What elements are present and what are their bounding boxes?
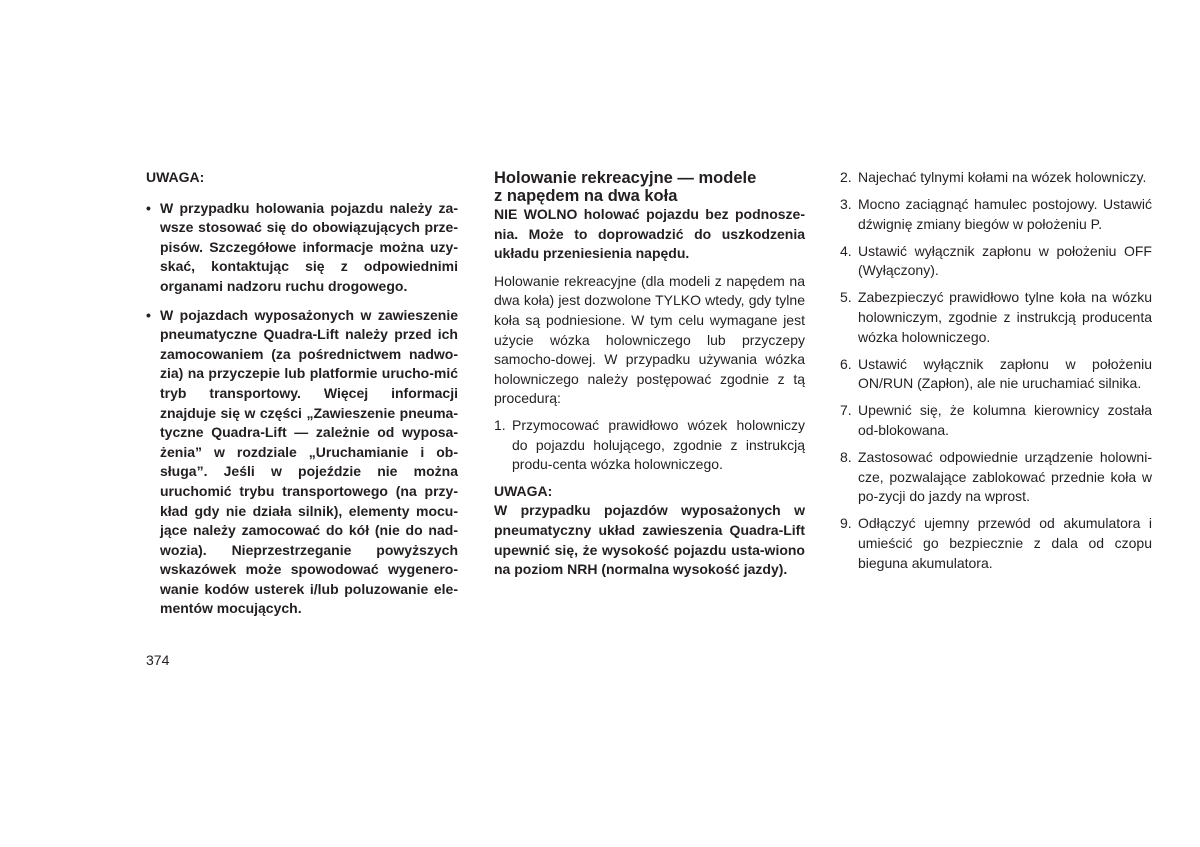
step-item: [840, 355, 1152, 394]
bullet-icon: •: [146, 199, 151, 216]
step-item: [840, 168, 1152, 188]
note-bullet-list: [146, 199, 458, 619]
note-bullet-text: W przypadku holowania pojazdu należy za-wsze stosować się do obowiązujących prze-pisów. Szczegółowe informacje można uzy-skać, kontaktując się z odpowiednimi organami nadzoru ruchu drogowego.: [160, 199, 458, 294]
step-item: [840, 401, 1152, 440]
step-text: Mocno zaciągnąć hamulec postojowy. Ustawić dźwignię zmiany biegów w położeniu P.: [858, 196, 1152, 232]
note-bullet-item: [146, 306, 458, 620]
step-number: 2.: [840, 169, 852, 185]
step-item: [494, 416, 805, 475]
step-text: Zastosować odpowiednie urządzenie holowni-cze, pozwalające zablokować przednie koła w po-zycji do jazdy na wprost.: [858, 449, 1152, 505]
step-number: 1.: [494, 416, 506, 433]
body-paragraph: Holowanie rekreacyjne (dla modeli z napędem na dwa koła) jest dozwolone TYLKO wtedy, gdy tylne koła są podniesione. W tym celu wymagane jest użycie wózka holowniczego lub przyczepy samocho-dowej. W przypadku używania wózka holowniczego należy postępować zgodnie z tą procedurą:: [494, 272, 805, 407]
step-number: 9.: [840, 515, 852, 532]
step-number: 6.: [840, 355, 852, 372]
section-heading-line: z napędem na dwa koła: [494, 187, 678, 205]
left-column: [146, 168, 458, 628]
step-text: Odłączyć ujemny przewód od akumulatora i umieścić go bezpiecznie z dala od czopu bieguna akumulatora.: [858, 515, 1152, 571]
note-label: UWAGA:: [494, 482, 553, 499]
note-bullet-text: W pojazdach wyposażonych w zawieszenie pneumatyczne Quadra-Lift należy przed ich zamocowaniem (za pośrednictwem nadwo-zia) na przyczepie lub platformie urucho-mić tryb transportowy. Więcej informacji znajduje się w części „Zawieszenie pneuma-tyczne Quadra-Lift — zależnie od wyposa-żenia” w rozdziale „Uruchamianie i ob-sługa”. Jeśli w pojeździe nie można uruchomić trybu transportowego (na przy-kład gdy nie działa silnik), elementy mocu-jące należy zamocować do kół (nie do nad-wozia). Nieprzestrzeganie powyższych wskazówek może spowodować wygenero-wanie kodów usterek i/lub poluzowanie ele-mentów mocujących.: [160, 306, 458, 617]
note-label: UWAGA:: [146, 169, 205, 185]
section-heading-line: Holowanie rekreacyjne — modele: [494, 169, 757, 187]
step-item: [840, 288, 1152, 347]
step-number: 7.: [840, 402, 852, 419]
step-list: [840, 168, 1152, 573]
step-text: Ustawić wyłącznik zapłonu w położeniu OFF (Wyłączony).: [858, 242, 1152, 279]
bullet-icon: •: [146, 306, 151, 323]
note-bullet-item: [146, 199, 458, 297]
note-text: W przypadku pojazdów wyposażonych w pneumatyczny układ zawieszenia Quadra-Lift upewnić się, że wysokość pojazdu usta-wiono na poziom NRH (normalna wysokość jazdy).: [494, 502, 805, 578]
step-number: 5.: [840, 289, 852, 306]
step-item: [840, 448, 1152, 507]
step-text: Zabezpieczyć prawidłowo tylne koła na wózku holowniczym, zgodnie z instrukcją producenta wózka holowniczego.: [858, 289, 1152, 345]
step-text: Upewnić się, że kolumna kierownicy została od-blokowana.: [858, 402, 1152, 439]
warning-text: NIE WOLNO holować pojazdu bez podnosze-nia. Może to doprowadzić do uszkodzenia układu przeniesienia napędu.: [494, 206, 805, 262]
step-number: 3.: [840, 196, 852, 213]
middle-column: [494, 168, 805, 580]
step-text: Przymocować prawidłowo wózek holowniczy do pojazdu holującego, zgodnie z instrukcją produ-centa wózka holowniczego.: [512, 416, 805, 473]
step-number: 8.: [840, 449, 852, 466]
right-column: [840, 168, 1152, 581]
step-list: [494, 416, 805, 475]
step-text: Ustawić wyłącznik zapłonu w położeniu ON/RUN (Zapłon), ale nie uruchamiać silnika.: [858, 355, 1152, 392]
step-item: [840, 195, 1152, 234]
section-heading: [494, 169, 805, 205]
step-item: [840, 242, 1152, 281]
step-number: 4.: [840, 242, 852, 259]
step-text: Najechać tylnymi kołami na wózek holowniczy.: [858, 169, 1147, 185]
page-number: 374: [146, 652, 170, 668]
step-item: [840, 514, 1152, 573]
